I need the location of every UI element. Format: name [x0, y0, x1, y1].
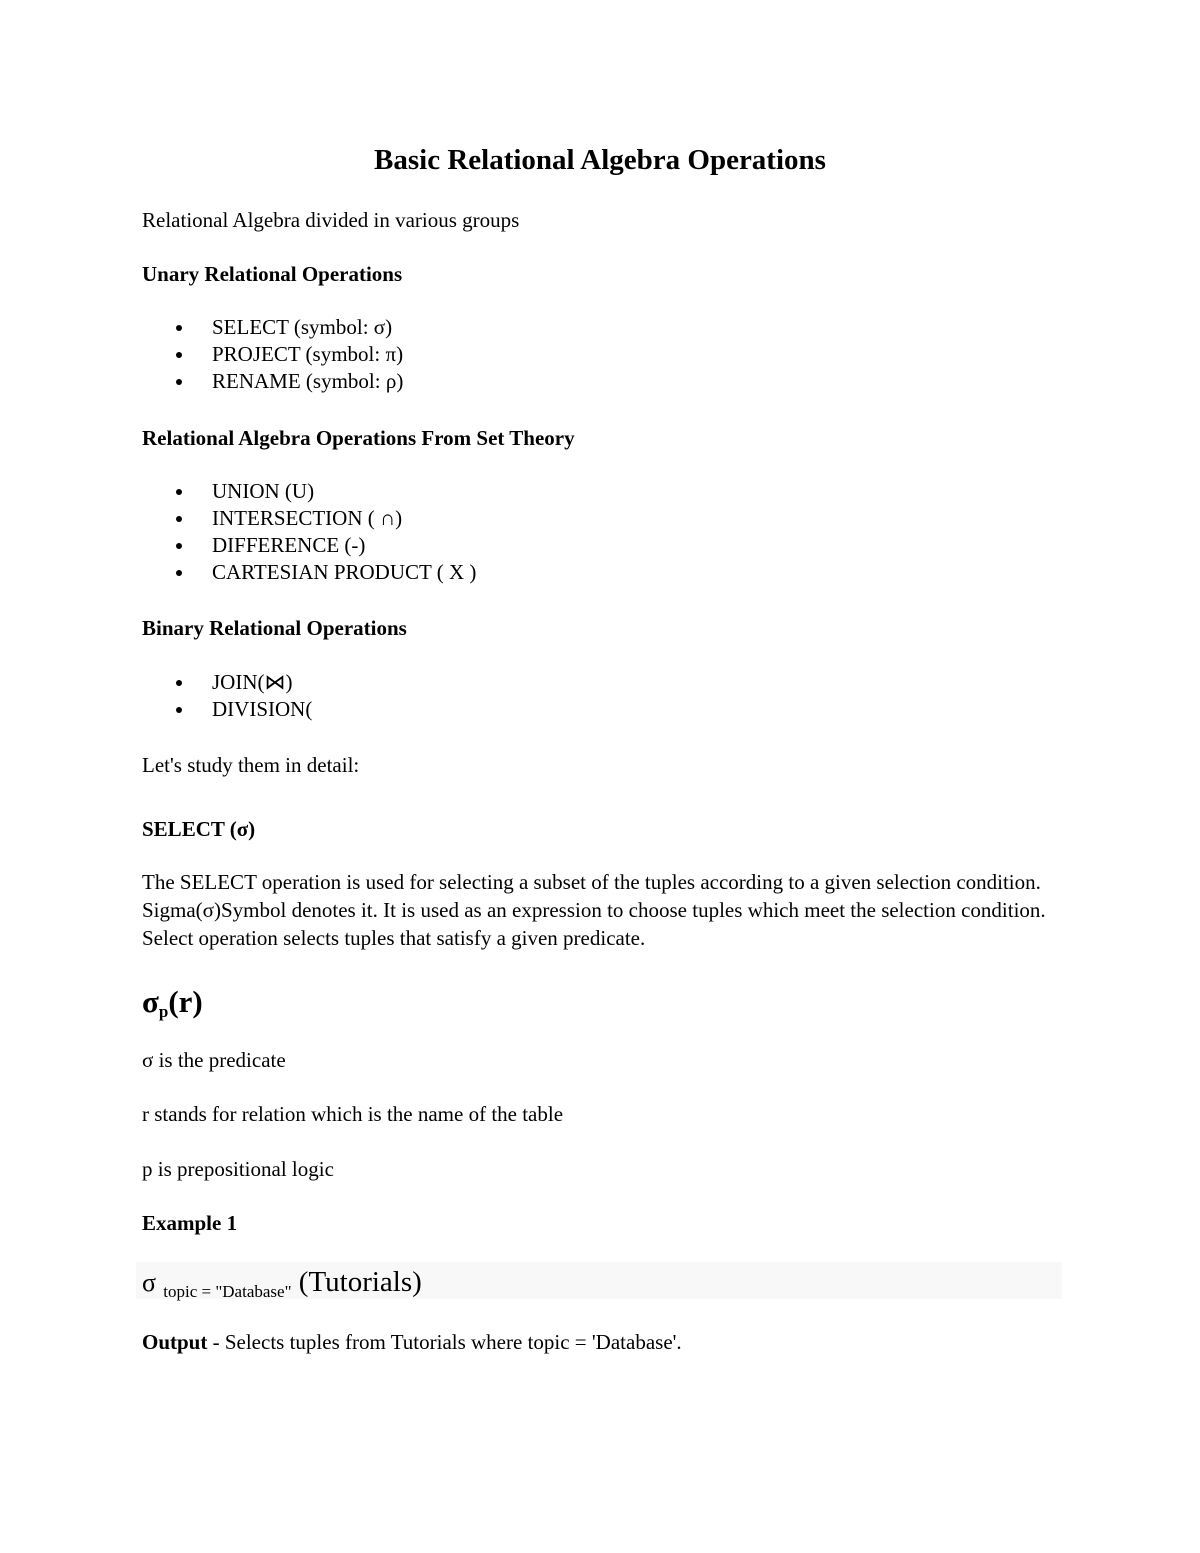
list-item — [142, 341, 403, 368]
bullet-icon — [176, 489, 182, 495]
page-title: Basic Relational Algebra Operations — [374, 144, 826, 176]
list-item-text: RENAME (symbol: ρ) — [212, 369, 404, 393]
study-intro-text: Let's study them in detail: — [142, 753, 360, 777]
definition-relation: r stands for relation which is the name of the table — [142, 1102, 564, 1126]
bullet-icon — [176, 543, 182, 549]
list-item — [142, 368, 403, 395]
example-argument: (Tutorials) — [298, 1266, 422, 1298]
list-item — [142, 559, 476, 586]
list-item-text: DIFFERENCE (-) — [212, 533, 366, 557]
set-theory-operations-list — [142, 478, 476, 586]
list-item-text: INTERSECTION ( ∩) — [212, 506, 403, 530]
formula-sigma-symbol: σ — [142, 984, 159, 1019]
list-item — [142, 532, 476, 559]
list-item-text: SELECT (symbol: σ) — [212, 315, 393, 339]
example-sigma-symbol: σ — [142, 1268, 157, 1297]
list-item-text: UNION (U) — [212, 479, 315, 503]
unary-operations-list — [142, 314, 403, 395]
select-formula — [142, 982, 203, 1032]
list-item-text: DIVISION( — [212, 697, 313, 721]
intro-text: Relational Algebra divided in various groups — [142, 208, 520, 232]
list-item-text: PROJECT (symbol: π) — [212, 342, 404, 366]
definition-predicate: σ is the predicate — [142, 1048, 286, 1072]
formula-subscript: p — [158, 1002, 169, 1021]
example-heading: Example 1 — [142, 1211, 238, 1235]
bullet-icon — [176, 352, 182, 358]
formula-argument: (r) — [168, 984, 203, 1019]
bullet-icon — [176, 707, 182, 713]
bullet-icon — [176, 680, 182, 686]
list-item — [142, 314, 403, 341]
bullet-icon — [176, 570, 182, 576]
example-subscript: topic = "Database" — [163, 1282, 292, 1301]
output-text: - Selects tuples from Tutorials where topic = 'Database'. — [207, 1330, 682, 1354]
unary-operations-heading: Unary Relational Operations — [142, 262, 403, 286]
definition-logic: p is prepositional logic — [142, 1157, 334, 1181]
set-theory-operations-heading: Relational Algebra Operations From Set Theory — [142, 426, 575, 450]
example-expression — [142, 1264, 422, 1310]
list-item — [142, 505, 476, 532]
output-label: Output — [142, 1330, 208, 1354]
bullet-icon — [176, 516, 182, 522]
list-item-text: JOIN(⋈) — [212, 670, 293, 694]
binary-operations-list — [142, 669, 312, 723]
output-line — [142, 1328, 682, 1356]
list-item — [142, 669, 312, 696]
list-item-text: CARTESIAN PRODUCT ( X ) — [212, 560, 477, 584]
select-section-heading: SELECT (σ) — [142, 817, 256, 841]
list-item — [142, 478, 476, 505]
bullet-icon — [176, 379, 182, 385]
binary-operations-heading: Binary Relational Operations — [142, 616, 407, 640]
select-description: The SELECT operation is used for selecting a subset of the tuples according to a given selection condition. Sigma(σ)Symbol denotes it. It is used as an expression to choose tuples which meet the selection condition. Select operation selects tuples that satisfy a given predicate. — [142, 870, 1046, 950]
list-item — [142, 696, 312, 723]
bullet-icon — [176, 325, 182, 331]
